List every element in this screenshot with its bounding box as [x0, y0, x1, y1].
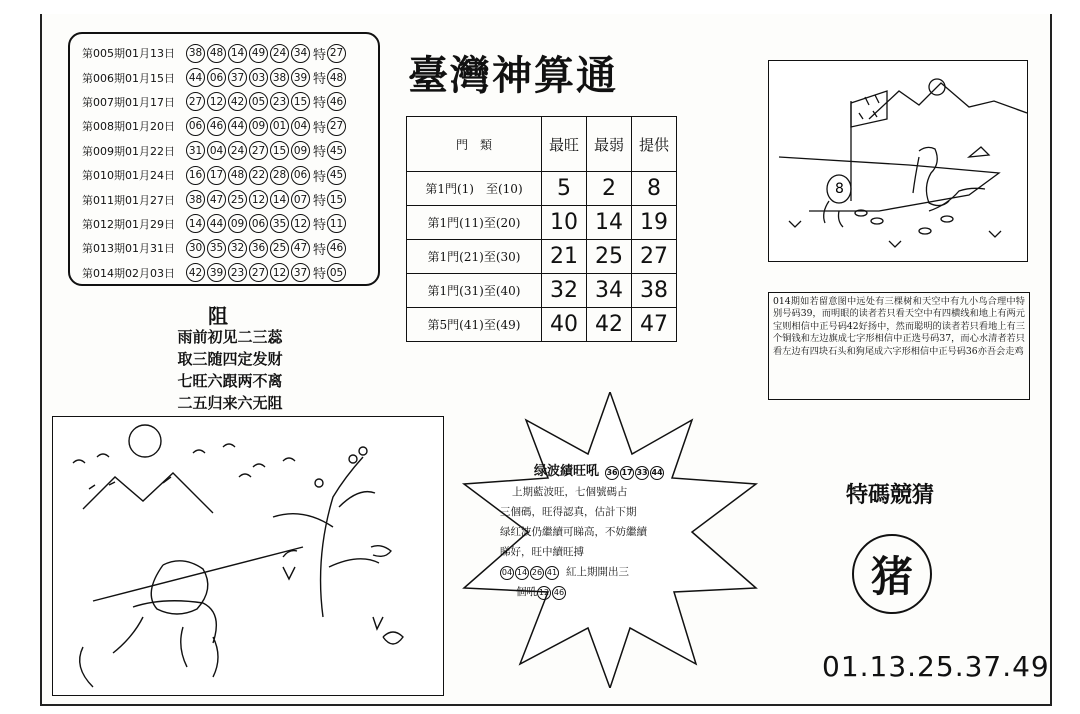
- draw-label: 第006期01月15日: [82, 71, 175, 85]
- draw-row: [82, 41, 372, 65]
- range-value: 38: [632, 274, 677, 308]
- draw-number-ball: 39: [291, 68, 310, 87]
- range-value: 19: [632, 206, 677, 240]
- draw-number-ball: 05: [249, 92, 268, 111]
- draw-number-ball: 15: [291, 92, 310, 111]
- draw-number-ball: 46: [207, 117, 226, 136]
- cat-drawing: [769, 61, 1027, 261]
- draw-number-ball: 27: [249, 263, 268, 282]
- draw-number-ball: 14: [186, 214, 205, 233]
- special-marker: 特: [313, 267, 327, 283]
- special-guess-answer: 猪: [870, 552, 913, 601]
- range-value: 42: [587, 308, 632, 342]
- draw-number-ball: 23: [270, 92, 289, 111]
- special-marker: 特: [313, 120, 327, 136]
- draw-number-ball: 25: [228, 190, 247, 209]
- range-label: 第5門(41)至(49): [407, 308, 542, 342]
- range-value: 14: [587, 206, 632, 240]
- starburst-red-row: [500, 562, 720, 582]
- starburst-red-text: 紅上期開出三: [566, 566, 629, 578]
- brand-title: 臺灣神算通: [408, 52, 618, 99]
- draw-number-ball: 42: [186, 263, 205, 282]
- draw-number-ball: 38: [186, 190, 205, 209]
- range-row: [407, 240, 677, 274]
- draw-number-ball: 24: [228, 141, 247, 160]
- draw-number-ball: 36: [249, 239, 268, 258]
- special-number-ball: 15: [327, 190, 346, 209]
- draw-label: 第007期01月17日: [82, 95, 175, 109]
- draw-history-panel: [68, 32, 380, 286]
- starburst-side-label: 個吼: [516, 586, 537, 598]
- final-numbers: 01.13.25.37.49: [822, 650, 1050, 683]
- draw-number-ball: 35: [270, 214, 289, 233]
- starburst-red-balls: [500, 562, 560, 582]
- svg-text:8: 8: [835, 181, 844, 197]
- starburst-number-ball: 44: [650, 466, 664, 480]
- starburst-line: 上期藍波旺，七個號碼占: [512, 486, 628, 498]
- draw-number-ball: 37: [291, 263, 310, 282]
- range-row: [407, 206, 677, 240]
- draw-number-ball: 06: [249, 214, 268, 233]
- special-number-ball: 27: [327, 117, 346, 136]
- draw-number-ball: 38: [270, 68, 289, 87]
- special-marker: 特: [313, 242, 327, 258]
- range-label: 第1門(31)至(40): [407, 274, 542, 308]
- range-label: 第1門(21)至(30): [407, 240, 542, 274]
- draw-number-ball: 22: [249, 166, 268, 185]
- starburst-number-ball: 04: [500, 566, 514, 580]
- range-value: 5: [542, 172, 587, 206]
- poem-line: 二五归来六无阻: [177, 394, 283, 412]
- special-number-ball: 46: [327, 92, 346, 111]
- draw-number-ball: 42: [228, 92, 247, 111]
- special-marker: 特: [313, 96, 327, 112]
- draw-number-ball: 12: [207, 92, 226, 111]
- special-marker: 特: [313, 145, 327, 161]
- draw-number-ball: 47: [207, 190, 226, 209]
- special-marker: 特: [313, 169, 327, 185]
- range-value: 21: [542, 240, 587, 274]
- draw-number-ball: 09: [291, 141, 310, 160]
- draw-number-ball: 25: [270, 239, 289, 258]
- draw-number-ball: 44: [186, 68, 205, 87]
- draw-row: [82, 236, 372, 260]
- draw-label: 第008期01月20日: [82, 120, 175, 134]
- draw-number-ball: 37: [228, 68, 247, 87]
- starburst-number-ball: 12: [537, 586, 551, 600]
- draw-number-ball: 27: [249, 141, 268, 160]
- poem-line: 七旺六跟两不离: [177, 372, 283, 390]
- draw-row: [82, 212, 372, 236]
- range-value: 40: [542, 308, 587, 342]
- draw-number-ball: 09: [249, 117, 268, 136]
- range-value: 27: [632, 240, 677, 274]
- puzzle-note: 014期如若留意图中远处有三棵树和天空中有九小鸟合理中特别号码39，而明眼的读者若只看天空中有四横线和地上有两元宝则相信中正号码42好扬中，然而聪明的读者若只看地上有三个铜钱和左边旗成七字形相信中正选号码37，而心水清者若只看左边有四块石头和狗尾成六字形相信中正号码36亦吾会走鸡: [768, 292, 1030, 400]
- hunter-illustration: [52, 416, 444, 696]
- starburst-line: 三個碼，旺得認真，估計下期: [500, 506, 637, 518]
- range-header: 提供: [632, 117, 677, 172]
- draw-label: 第010期01月24日: [82, 169, 175, 183]
- draw-number-ball: 32: [228, 239, 247, 258]
- draw-number-ball: 27: [186, 92, 205, 111]
- range-value: 10: [542, 206, 587, 240]
- starburst-title-row: [534, 462, 720, 482]
- range-row: [407, 172, 677, 206]
- range-value: 8: [632, 172, 677, 206]
- draw-label: 第009期01月22日: [82, 144, 175, 158]
- special-marker: 特: [313, 194, 327, 210]
- starburst-number-ball: 41: [545, 566, 559, 580]
- starburst-side-row: [500, 582, 720, 602]
- special-number-ball: 05: [327, 263, 346, 282]
- draw-number-ball: 23: [228, 263, 247, 282]
- draw-number-ball: 12: [249, 190, 268, 209]
- draw-number-ball: 31: [186, 141, 205, 160]
- draw-number-ball: 09: [228, 214, 247, 233]
- special-number-ball: 45: [327, 166, 346, 185]
- poem-line: 雨前初见二三蕊: [177, 328, 283, 346]
- draw-row: [82, 114, 372, 138]
- draw-number-ball: 39: [207, 263, 226, 282]
- starburst-number-ball: 33: [635, 466, 649, 480]
- range-header: 門 類: [407, 117, 542, 172]
- draw-number-ball: 07: [291, 190, 310, 209]
- draw-number-ball: 16: [186, 166, 205, 185]
- draw-row: [82, 187, 372, 211]
- draw-label: 第012期01月29日: [82, 217, 175, 231]
- range-label: 第1門(11)至(20): [407, 206, 542, 240]
- special-number-ball: 45: [327, 141, 346, 160]
- draw-number-ball: 01: [270, 117, 289, 136]
- poem-title: 阻: [208, 304, 228, 328]
- draw-row: [82, 65, 372, 89]
- special-marker: 特: [313, 47, 327, 63]
- draw-number-ball: 35: [207, 239, 226, 258]
- draw-number-ball: 12: [291, 214, 310, 233]
- draw-number-ball: 04: [291, 117, 310, 136]
- range-table: [406, 116, 677, 342]
- draw-number-ball: 34: [291, 44, 310, 63]
- draw-number-ball: 24: [270, 44, 289, 63]
- draw-number-ball: 38: [186, 44, 205, 63]
- draw-label: 第014期02月03日: [82, 266, 175, 280]
- starburst-number-ball: 46: [552, 586, 566, 600]
- draw-number-ball: 06: [291, 166, 310, 185]
- range-header: 最弱: [587, 117, 632, 172]
- draw-row: [82, 261, 372, 285]
- draw-number-ball: 04: [207, 141, 226, 160]
- draw-number-ball: 28: [270, 166, 289, 185]
- special-number-ball: 48: [327, 68, 346, 87]
- starburst-number-ball: 14: [515, 566, 529, 580]
- draw-number-ball: 44: [228, 117, 247, 136]
- range-value: 25: [587, 240, 632, 274]
- draw-number-ball: 48: [228, 166, 247, 185]
- range-value: 47: [632, 308, 677, 342]
- draw-label: 第011期01月27日: [82, 193, 175, 207]
- range-label: 第1門(1) 至(10): [407, 172, 542, 206]
- draw-label: 第005期01月13日: [82, 47, 175, 61]
- draw-number-ball: 17: [207, 166, 226, 185]
- draw-number-ball: 06: [186, 117, 205, 136]
- starburst-title-balls: [605, 462, 665, 482]
- range-value: 34: [587, 274, 632, 308]
- hunter-drawing: [53, 417, 443, 695]
- draw-number-ball: 12: [270, 263, 289, 282]
- special-marker: 特: [313, 218, 327, 234]
- range-row: [407, 274, 677, 308]
- special-number-ball: 46: [327, 239, 346, 258]
- draw-row: [82, 163, 372, 187]
- starburst-title: 绿波績旺吼: [534, 464, 600, 479]
- starburst-content: [500, 462, 720, 602]
- draw-number-ball: 47: [291, 239, 310, 258]
- draw-number-ball: 44: [207, 214, 226, 233]
- range-value: 32: [542, 274, 587, 308]
- draw-number-ball: 49: [249, 44, 268, 63]
- special-marker: 特: [313, 72, 327, 88]
- draw-number-ball: 15: [270, 141, 289, 160]
- special-number-ball: 27: [327, 44, 346, 63]
- starburst-number-ball: 26: [530, 566, 544, 580]
- range-value: 2: [587, 172, 632, 206]
- cat-flag-illustration: [768, 60, 1028, 262]
- starburst-side-balls: [537, 582, 567, 602]
- poem: [160, 326, 300, 414]
- starburst-line: 绿红波仍繼續可睇高，不妨繼續: [500, 526, 647, 538]
- draw-number-ball: 14: [228, 44, 247, 63]
- poem-line: 取三随四定发财: [177, 350, 283, 368]
- draw-label: 第013期01月31日: [82, 242, 175, 256]
- special-guess-answer-ring: [852, 534, 932, 614]
- range-row: [407, 308, 677, 342]
- draw-number-ball: 48: [207, 44, 226, 63]
- draw-number-ball: 14: [270, 190, 289, 209]
- draw-row: [82, 90, 372, 114]
- starburst-line: 睇好，旺中續旺搏: [500, 546, 584, 558]
- draw-row: [82, 139, 372, 163]
- special-guess-title: 特碼競猜: [846, 482, 935, 508]
- draw-number-ball: 30: [186, 239, 205, 258]
- range-header: 最旺: [542, 117, 587, 172]
- special-number-ball: 11: [327, 214, 346, 233]
- starburst-number-ball: 17: [620, 466, 634, 480]
- starburst-number-ball: 36: [605, 466, 619, 480]
- draw-number-ball: 06: [207, 68, 226, 87]
- draw-number-ball: 03: [249, 68, 268, 87]
